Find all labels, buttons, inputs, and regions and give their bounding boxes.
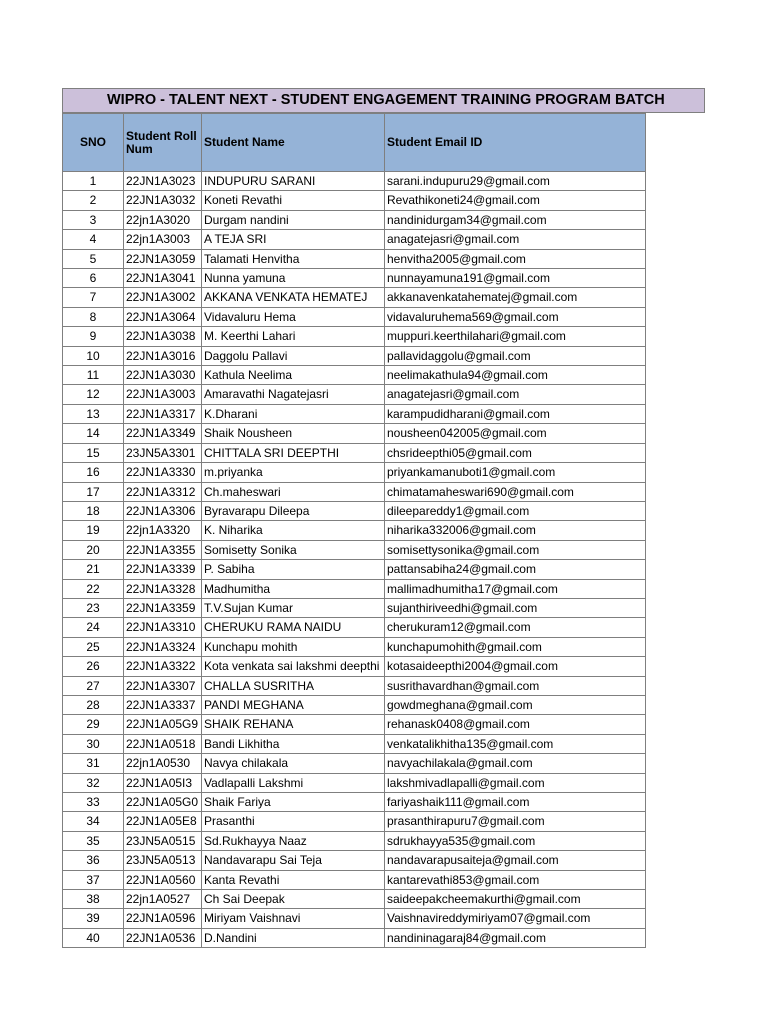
cell-roll-num: 22jn1A0527	[124, 890, 202, 909]
table-row	[63, 870, 646, 889]
cell-email: neelimakathula94@gmail.com	[385, 366, 646, 385]
cell-sno: 27	[63, 676, 124, 695]
cell-email: gowdmeghana@gmail.com	[385, 695, 646, 714]
cell-email: prasanthirapuru7@gmail.com	[385, 812, 646, 831]
cell-email: kunchapumohith@gmail.com	[385, 637, 646, 656]
cell-roll-num: 22JN1A0536	[124, 928, 202, 947]
table-row	[63, 831, 646, 850]
cell-student-name: CHITTALA SRI DEEPTHI	[202, 443, 385, 462]
header-row	[63, 114, 646, 172]
table-row	[63, 366, 646, 385]
table-row	[63, 404, 646, 423]
cell-roll-num: 22JN1A3059	[124, 249, 202, 268]
cell-sno: 9	[63, 327, 124, 346]
table-row	[63, 676, 646, 695]
cell-roll-num: 22jn1A3003	[124, 230, 202, 249]
table-row	[63, 618, 646, 637]
table-row	[63, 501, 646, 520]
cell-roll-num: 22JN1A3312	[124, 482, 202, 501]
cell-email: Revathikoneti24@gmail.com	[385, 191, 646, 210]
table-row	[63, 890, 646, 909]
column-header-name: Student Name	[202, 114, 385, 172]
cell-student-name: Kathula Neelima	[202, 366, 385, 385]
table-row	[63, 191, 646, 210]
cell-sno: 18	[63, 501, 124, 520]
cell-roll-num: 22JN1A3016	[124, 346, 202, 365]
cell-email: fariyashaik111@gmail.com	[385, 793, 646, 812]
cell-sno: 17	[63, 482, 124, 501]
cell-sno: 23	[63, 598, 124, 617]
cell-roll-num: 23JN5A0513	[124, 851, 202, 870]
cell-sno: 37	[63, 870, 124, 889]
cell-sno: 8	[63, 307, 124, 326]
cell-sno: 14	[63, 424, 124, 443]
cell-roll-num: 22JN1A3002	[124, 288, 202, 307]
cell-email: muppuri.keerthilahari@gmail.com	[385, 327, 646, 346]
column-header-sno: SNO	[63, 114, 124, 172]
table-row	[63, 482, 646, 501]
cell-roll-num: 22JN1A3038	[124, 327, 202, 346]
cell-student-name: Nandavarapu Sai Teja	[202, 851, 385, 870]
cell-student-name: m.priyanka	[202, 463, 385, 482]
cell-sno: 4	[63, 230, 124, 249]
cell-sno: 21	[63, 560, 124, 579]
cell-roll-num: 22JN1A3339	[124, 560, 202, 579]
cell-sno: 39	[63, 909, 124, 928]
cell-student-name: Shaik Nousheen	[202, 424, 385, 443]
cell-student-name: Somisetty Sonika	[202, 540, 385, 559]
cell-email: lakshmivadlapalli@gmail.com	[385, 773, 646, 792]
cell-email: karampudidharani@gmail.com	[385, 404, 646, 423]
table-row	[63, 269, 646, 288]
cell-sno: 10	[63, 346, 124, 365]
cell-sno: 33	[63, 793, 124, 812]
cell-roll-num: 22JN1A05G0	[124, 793, 202, 812]
student-table	[62, 113, 646, 948]
table-row	[63, 734, 646, 753]
table-row	[63, 793, 646, 812]
cell-email: sujanthiriveedhi@gmail.com	[385, 598, 646, 617]
cell-student-name: PANDI MEGHANA	[202, 695, 385, 714]
cell-email: nunnayamuna191@gmail.com	[385, 269, 646, 288]
table-row	[63, 385, 646, 404]
cell-email: akkanavenkatahematej@gmail.com	[385, 288, 646, 307]
cell-student-name: Bandi Likhitha	[202, 734, 385, 753]
cell-student-name: Madhumitha	[202, 579, 385, 598]
table-row	[63, 346, 646, 365]
table-row	[63, 657, 646, 676]
cell-sno: 29	[63, 715, 124, 734]
cell-email: saideepakcheemakurthi@gmail.com	[385, 890, 646, 909]
cell-email: vidavaluruhema569@gmail.com	[385, 307, 646, 326]
cell-roll-num: 23JN5A3301	[124, 443, 202, 462]
table-row	[63, 307, 646, 326]
cell-sno: 24	[63, 618, 124, 637]
cell-email: susrithavardhan@gmail.com	[385, 676, 646, 695]
cell-sno: 22	[63, 579, 124, 598]
column-header-email: Student Email ID	[385, 114, 646, 172]
cell-roll-num: 22JN1A3317	[124, 404, 202, 423]
cell-sno: 19	[63, 521, 124, 540]
cell-email: kotasaideepthi2004@gmail.com	[385, 657, 646, 676]
sheet-title-bar	[62, 88, 705, 113]
cell-student-name: Ch Sai Deepak	[202, 890, 385, 909]
cell-sno: 38	[63, 890, 124, 909]
cell-sno: 36	[63, 851, 124, 870]
cell-sno: 40	[63, 928, 124, 947]
cell-student-name: INDUPURU SARANI	[202, 172, 385, 191]
cell-sno: 26	[63, 657, 124, 676]
cell-email: dileepareddy1@gmail.com	[385, 501, 646, 520]
cell-email: sdrukhayya535@gmail.com	[385, 831, 646, 850]
cell-roll-num: 22JN1A3064	[124, 307, 202, 326]
cell-student-name: AKKANA VENKATA HEMATEJ	[202, 288, 385, 307]
cell-roll-num: 22JN1A0560	[124, 870, 202, 889]
cell-roll-num: 22jn1A3020	[124, 210, 202, 229]
cell-roll-num: 22JN1A3003	[124, 385, 202, 404]
cell-roll-num: 22JN1A3030	[124, 366, 202, 385]
cell-email: pattansabiha24@gmail.com	[385, 560, 646, 579]
cell-roll-num: 22JN1A3337	[124, 695, 202, 714]
cell-student-name: CHALLA SUSRITHA	[202, 676, 385, 695]
cell-sno: 20	[63, 540, 124, 559]
cell-student-name: Kunchapu mohith	[202, 637, 385, 656]
cell-student-name: Prasanthi	[202, 812, 385, 831]
table-row	[63, 773, 646, 792]
cell-student-name: Kanta Revathi	[202, 870, 385, 889]
cell-email: nousheen042005@gmail.com	[385, 424, 646, 443]
table-row	[63, 560, 646, 579]
table-row	[63, 928, 646, 947]
table-row	[63, 424, 646, 443]
cell-student-name: Durgam nandini	[202, 210, 385, 229]
cell-roll-num: 22JN1A3330	[124, 463, 202, 482]
cell-roll-num: 22jn1A0530	[124, 754, 202, 773]
column-header-roll: Student Roll Num	[124, 114, 202, 172]
cell-email: priyankamanuboti1@gmail.com	[385, 463, 646, 482]
cell-student-name: K.Dharani	[202, 404, 385, 423]
cell-email: nandinidurgam34@gmail.com	[385, 210, 646, 229]
cell-email: navyachilakala@gmail.com	[385, 754, 646, 773]
cell-roll-num: 22JN1A3307	[124, 676, 202, 695]
cell-roll-num: 22JN1A05I3	[124, 773, 202, 792]
cell-student-name: Navya chilakala	[202, 754, 385, 773]
cell-sno: 31	[63, 754, 124, 773]
table-row	[63, 521, 646, 540]
cell-roll-num: 22JN1A05G9	[124, 715, 202, 734]
cell-sno: 25	[63, 637, 124, 656]
cell-student-name: Vidavaluru Hema	[202, 307, 385, 326]
table-row	[63, 249, 646, 268]
cell-email: niharika332006@gmail.com	[385, 521, 646, 540]
cell-email: anagatejasri@gmail.com	[385, 230, 646, 249]
cell-student-name: Talamati Henvitha	[202, 249, 385, 268]
cell-student-name: Vadlapalli Lakshmi	[202, 773, 385, 792]
cell-sno: 3	[63, 210, 124, 229]
table-row	[63, 851, 646, 870]
cell-email: anagatejasri@gmail.com	[385, 385, 646, 404]
table-row	[63, 540, 646, 559]
cell-email: cherukuram12@gmail.com	[385, 618, 646, 637]
cell-roll-num: 22JN1A3349	[124, 424, 202, 443]
cell-student-name: Sd.Rukhayya Naaz	[202, 831, 385, 850]
cell-roll-num: 22JN1A3324	[124, 637, 202, 656]
table-row	[63, 210, 646, 229]
cell-student-name: D.Nandini	[202, 928, 385, 947]
cell-student-name: K. Niharika	[202, 521, 385, 540]
cell-sno: 6	[63, 269, 124, 288]
table-row	[63, 637, 646, 656]
table-row	[63, 230, 646, 249]
cell-email: chsrideepthi05@gmail.com	[385, 443, 646, 462]
cell-roll-num: 22JN1A3023	[124, 172, 202, 191]
cell-email: pallavidaggolu@gmail.com	[385, 346, 646, 365]
cell-email: sarani.indupuru29@gmail.com	[385, 172, 646, 191]
cell-email: kantarevathi853@gmail.com	[385, 870, 646, 889]
cell-roll-num: 23JN5A0515	[124, 831, 202, 850]
cell-student-name: M. Keerthi Lahari	[202, 327, 385, 346]
table-row	[63, 288, 646, 307]
cell-roll-num: 22JN1A3032	[124, 191, 202, 210]
cell-email: mallimadhumitha17@gmail.com	[385, 579, 646, 598]
cell-sno: 32	[63, 773, 124, 792]
cell-email: henvitha2005@gmail.com	[385, 249, 646, 268]
cell-student-name: A TEJA SRI	[202, 230, 385, 249]
cell-roll-num: 22JN1A05E8	[124, 812, 202, 831]
sheet-title: WIPRO - TALENT NEXT - STUDENT ENGAGEMENT TRAINING PROGRAM BATCH	[107, 92, 665, 108]
cell-roll-num: 22JN1A3306	[124, 501, 202, 520]
cell-roll-num: 22JN1A3322	[124, 657, 202, 676]
cell-student-name: Nunna yamuna	[202, 269, 385, 288]
cell-student-name: Koneti Revathi	[202, 191, 385, 210]
cell-email: nandininagaraj84@gmail.com	[385, 928, 646, 947]
cell-sno: 15	[63, 443, 124, 462]
cell-student-name: P. Sabiha	[202, 560, 385, 579]
cell-sno: 12	[63, 385, 124, 404]
table-row	[63, 172, 646, 191]
cell-email: nandavarapusaiteja@gmail.com	[385, 851, 646, 870]
cell-sno: 28	[63, 695, 124, 714]
table-row	[63, 443, 646, 462]
cell-student-name: CHERUKU RAMA NAIDU	[202, 618, 385, 637]
table-row	[63, 598, 646, 617]
cell-email: somisettysonika@gmail.com	[385, 540, 646, 559]
cell-roll-num: 22JN1A0518	[124, 734, 202, 753]
cell-sno: 1	[63, 172, 124, 191]
cell-student-name: T.V.Sujan Kumar	[202, 598, 385, 617]
cell-roll-num: 22JN1A3355	[124, 540, 202, 559]
cell-roll-num: 22JN1A3041	[124, 269, 202, 288]
cell-email: rehanask0408@gmail.com	[385, 715, 646, 734]
cell-student-name: Miriyam Vaishnavi	[202, 909, 385, 928]
cell-sno: 13	[63, 404, 124, 423]
cell-roll-num: 22JN1A0596	[124, 909, 202, 928]
cell-student-name: Shaik Fariya	[202, 793, 385, 812]
cell-sno: 11	[63, 366, 124, 385]
cell-sno: 7	[63, 288, 124, 307]
cell-student-name: Amaravathi Nagatejasri	[202, 385, 385, 404]
cell-email: venkatalikhitha135@gmail.com	[385, 734, 646, 753]
cell-roll-num: 22JN1A3310	[124, 618, 202, 637]
cell-roll-num: 22jn1A3320	[124, 521, 202, 540]
cell-sno: 16	[63, 463, 124, 482]
cell-student-name: Daggolu Pallavi	[202, 346, 385, 365]
cell-student-name: SHAIK REHANA	[202, 715, 385, 734]
cell-sno: 35	[63, 831, 124, 850]
table-row	[63, 909, 646, 928]
table-row	[63, 812, 646, 831]
table-row	[63, 579, 646, 598]
table-row	[63, 754, 646, 773]
table-row	[63, 695, 646, 714]
table-row	[63, 327, 646, 346]
cell-student-name: Byravarapu Dileepa	[202, 501, 385, 520]
table-row	[63, 463, 646, 482]
cell-sno: 2	[63, 191, 124, 210]
table-body	[63, 172, 646, 948]
cell-student-name: Ch.maheswari	[202, 482, 385, 501]
cell-email: chimatamaheswari690@gmail.com	[385, 482, 646, 501]
cell-roll-num: 22JN1A3359	[124, 598, 202, 617]
table-row	[63, 715, 646, 734]
cell-sno: 30	[63, 734, 124, 753]
cell-sno: 5	[63, 249, 124, 268]
cell-email: Vaishnavireddymiriyam07@gmail.com	[385, 909, 646, 928]
cell-student-name: Kota venkata sai lakshmi deepthi	[202, 657, 385, 676]
cell-sno: 34	[63, 812, 124, 831]
cell-roll-num: 22JN1A3328	[124, 579, 202, 598]
